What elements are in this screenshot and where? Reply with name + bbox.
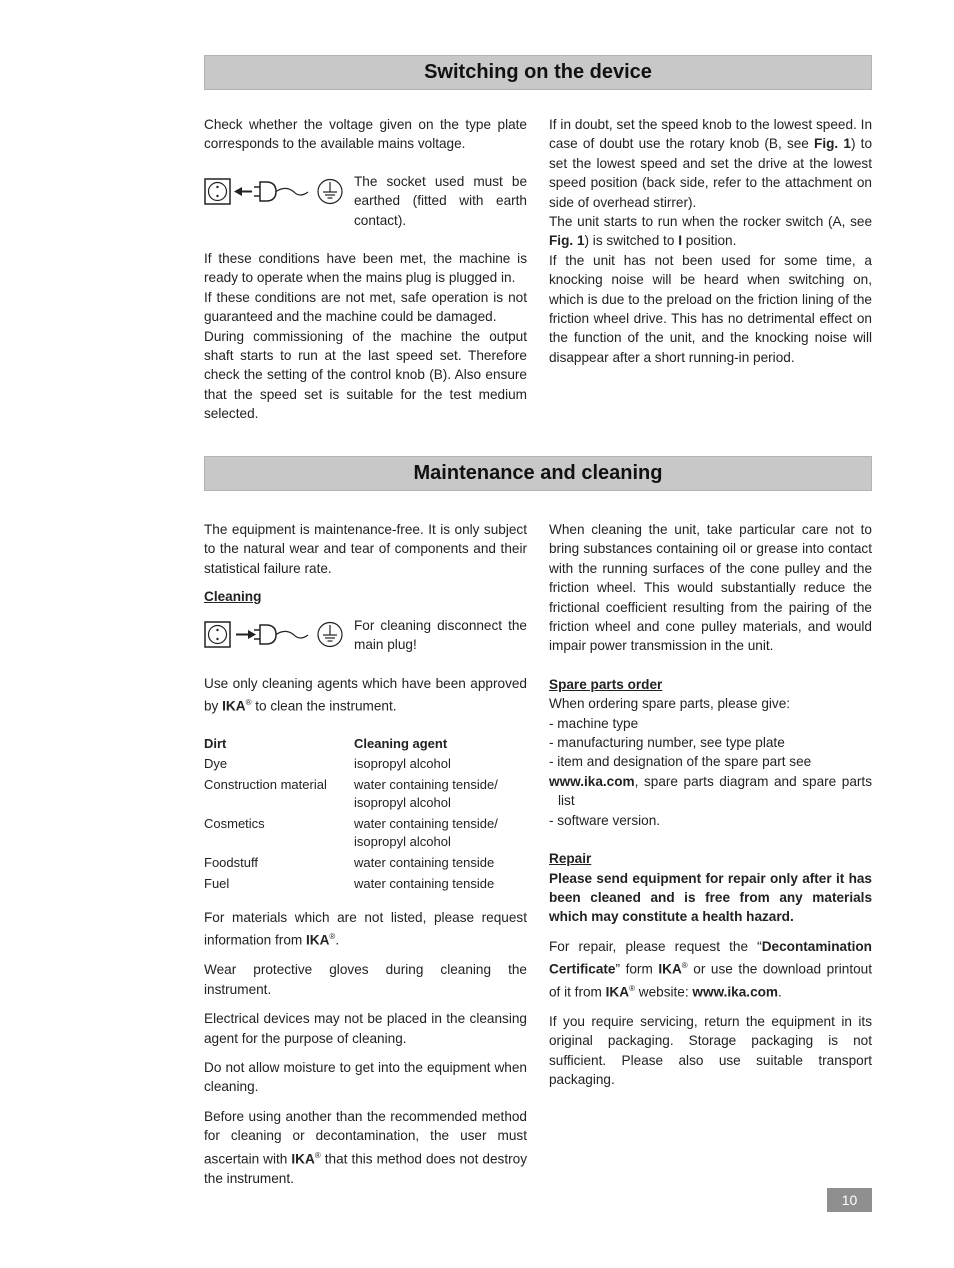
table-row (204, 776, 527, 815)
plug-socket-icon (204, 176, 346, 208)
ika-website-link[interactable]: www.ika.com (549, 773, 635, 789)
moisture-text: Do not allow moisture to get into the equipment when cleaning. (204, 1059, 527, 1095)
table-header-row (204, 734, 527, 755)
earthed-socket-text: The socket used must be earthed (fitted with earth contact). (354, 174, 527, 228)
dirt-cell: Cosmetics (204, 816, 265, 832)
maintenance-free-text: The equipment is maintenance-free. It is only subject to the natural wear and tear of components and their statistical failure rate. (204, 522, 527, 576)
spare-parts-heading: Spare parts order (549, 676, 663, 692)
list-item: - software version. (549, 812, 661, 828)
rocker-switch-text: The unit starts to run when the rocker switch (A, see Fig. 1) is switched to I position. (549, 214, 872, 249)
unplug-icon (204, 619, 346, 651)
conditions-not-met-text: If these conditions are not met, safe operation is not guaranteed and the machine could be damaged. (204, 289, 527, 325)
switching-right-column (549, 115, 872, 367)
page-number: 10 (827, 1188, 872, 1212)
knocking-noise-text: If the unit has not been used for some time, a knocking noise will be heard when switching on, which is due to the preload on the friction lining of the friction wheel drive. This has no detrimental effect on the function of the unit, and the knocking noise will disappear after a short running-in period. (549, 252, 872, 365)
cone-pulley-text: When cleaning the unit, take particular care not to bring substances containing oil or grease into contact with the running surfaces of the cone pulley and the friction wheel. This would substantially reduce the frictional coefficient resulting from the pairing of the friction wheel and cone pulley materials, and would impair power transmission in the unit. (549, 522, 872, 654)
list-item: www.ika.com, spare parts diagram and spare parts list (549, 773, 872, 809)
doubt-speed-text: If in doubt, set the speed knob to the lowest speed. In case of doubt use the rotary knob (B, see Fig. 1) to set the lowest speed and set the drive at the lowest speed position (back side, refer to the attachment on side of overhead stirrer). (549, 117, 872, 210)
maintenance-left-notes (204, 908, 527, 1188)
agent-cell: water containing tenside/ isopropyl alcohol (354, 777, 498, 811)
dirt-cell: Foodstuff (204, 855, 258, 871)
dirt-cell: Construction material (204, 777, 327, 793)
alternative-method-text: Before using another than the recommended method for cleaning or decontamination, the user must ascertain with IKA® that this method does not destroy the instrument. (204, 1108, 527, 1186)
section-title-switching-on: Switching on the device (204, 55, 872, 90)
gloves-text: Wear protective gloves during cleaning the instrument. (204, 962, 527, 997)
repair-heading: Repair (549, 851, 592, 867)
agent-cell: water containing tenside (354, 855, 495, 871)
switching-left-column (204, 115, 527, 154)
repair-request-text: For repair, please request the “Decontamination Certificate” form IKA® or use the download printout of it from IKA® website: www.ika.com. (549, 938, 872, 1000)
cleaning-agents-table (204, 734, 527, 896)
list-item: - item and designation of the spare part see (549, 754, 812, 770)
maintenance-left-body (204, 674, 527, 716)
dirt-cell: Dye (204, 756, 228, 772)
table-row (204, 875, 527, 896)
electrical-devices-text: Electrical devices may not be placed in the cleansing agent for the purpose of cleaning. (204, 1011, 527, 1046)
spare-parts-intro: When ordering spare parts, please give: (549, 696, 791, 712)
dirt-cell: Fuel (204, 876, 230, 892)
agent-cell: water containing tenside (354, 876, 495, 892)
maintenance-left-column (204, 520, 527, 607)
list-item: - manufacturing number, see type plate (549, 735, 785, 751)
list-item: - machine type (549, 715, 639, 731)
plug-earthed-symbol (204, 176, 346, 213)
agent-cell: water containing tenside/ isopropyl alcohol (354, 816, 498, 850)
disconnect-plug-text: For cleaning disconnect the main plug! (354, 618, 527, 653)
voltage-check-text: Check whether the voltage given on the type plate corresponds to the available mains voltage. (204, 117, 527, 152)
section-title-maintenance: Maintenance and cleaning (204, 456, 872, 491)
repair-warning-text: Please send equipment for repair only after it has been cleaned and is free from any materials which may constitute a health hazard. (549, 870, 872, 925)
table-row (204, 755, 527, 776)
table-row (204, 815, 527, 854)
conditions-met-text: If these conditions have been met, the machine is ready to operate when the mains plug is plugged in. (204, 251, 527, 286)
switching-left-column-body (204, 249, 527, 424)
cleaning-heading: Cleaning (204, 589, 262, 605)
servicing-text: If you require servicing, return the equipment in its original packaging. Storage packaging is not sufficient. Please also use suitable transport packaging. (549, 1014, 872, 1088)
cleaning-agents-table-wrap (204, 734, 527, 896)
agent-column-header: Cleaning agent (354, 736, 448, 751)
maintenance-right-column (549, 520, 872, 1090)
ika-website-link-repair[interactable]: www.ika.com (692, 984, 779, 1000)
agent-cell: isopropyl alcohol (354, 756, 451, 772)
dirt-column-header: Dirt (204, 736, 227, 751)
approved-agents-text: Use only cleaning agents which have been approved by IKA® to clean the instrument. (204, 676, 527, 714)
commissioning-text: During commissioning of the machine the output shaft starts to run at the last speed set. Therefore check the setting of the control knob (B). Also ensure that the speed set is suitable for the test medium selected. (204, 328, 527, 422)
table-row (204, 854, 527, 875)
spare-parts-list (549, 714, 872, 830)
not-listed-text: For materials which are not listed, please request information from IKA®. (204, 910, 527, 948)
disconnect-plug-symbol (204, 619, 346, 656)
